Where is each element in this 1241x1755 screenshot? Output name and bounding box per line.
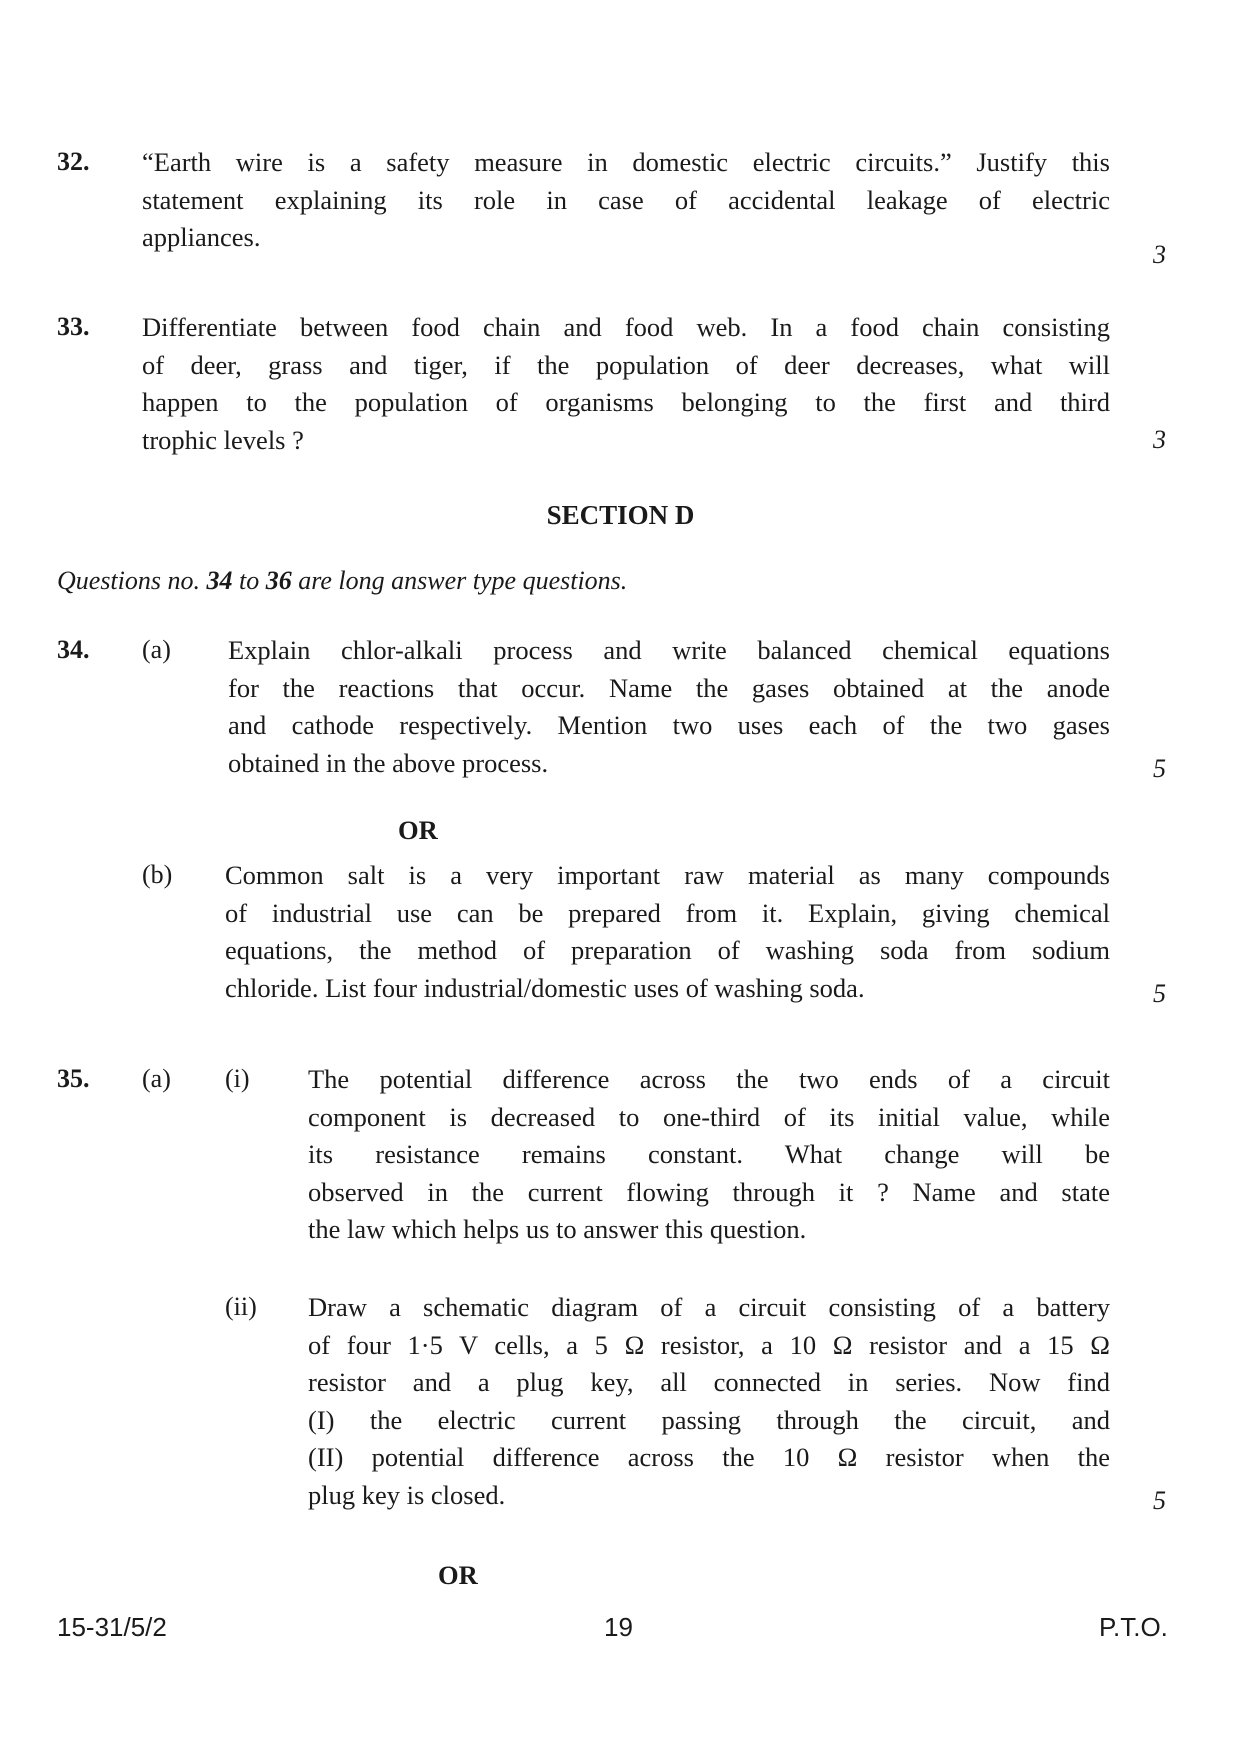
question-34a-text (228, 632, 1110, 782)
question-32-text (142, 144, 1110, 257)
question-line: appliances. (142, 222, 261, 252)
question-line: Common salt is a very important raw material as many compounds (225, 860, 1110, 890)
question-number-32: 32. (57, 147, 90, 176)
question-line: trophic levels ? (142, 424, 304, 455)
section-title: SECTION D (546, 500, 695, 530)
marks-q32: 3 (1153, 240, 1166, 269)
question-line: resistor and a plug key, all connected in series. Now find (308, 1367, 1110, 1397)
page-number: 19 (604, 1612, 633, 1642)
question-34b-text (225, 857, 1110, 1007)
question-line: and cathode respectively. Mention two uses each of the two gases (228, 710, 1110, 740)
question-line: chloride. List four industrial/domestic uses of washing soda. (225, 972, 865, 1003)
or-separator: OR (438, 1560, 478, 1590)
or-separator: OR (398, 815, 438, 845)
question-35ai-text (308, 1061, 1110, 1249)
instruction-text: to (232, 566, 266, 595)
question-35aii-text (308, 1289, 1110, 1514)
question-33-text (142, 309, 1110, 459)
subpart-label-ii: (ii) (225, 1292, 257, 1321)
question-line: statement explaining its role in case of accidental leakage of electric (142, 184, 1110, 215)
instruction-to: 36 (265, 566, 292, 595)
question-line: component is decreased to one-third of its initial value, while (308, 1101, 1110, 1132)
section-instruction (57, 566, 627, 596)
question-line: (II) potential difference across the 10 Ω resistor when the (308, 1442, 1110, 1472)
paper-code: 15-31/5/2 (57, 1612, 167, 1642)
question-line: The potential difference across the two ends of a circuit (308, 1064, 1110, 1094)
pto-label: P.T.O. (1099, 1612, 1168, 1642)
question-number-35: 35. (57, 1064, 90, 1093)
marks-q33: 3 (1153, 425, 1166, 454)
question-line: “Earth wire is a safety measure in domestic electric circuits.” Justify this (142, 147, 1110, 177)
question-line: of industrial use can be prepared from it. Explain, giving chemical (225, 897, 1110, 928)
question-line: (I) the electric current passing through the circuit, and (308, 1404, 1110, 1435)
question-line: of four 1·5 V cells, a 5 Ω resistor, a 10 Ω resistor and a 15 Ω (308, 1329, 1110, 1360)
question-number-33: 33. (57, 312, 90, 341)
instruction-text: Questions no. (57, 566, 207, 595)
question-line: Draw a schematic diagram of a circuit consisting of a battery (308, 1292, 1110, 1322)
question-line: happen to the population of organisms belonging to the first and third (142, 387, 1110, 417)
part-label-b: (b) (142, 860, 173, 889)
question-line: of deer, grass and tiger, if the population of deer decreases, what will (142, 349, 1110, 380)
question-line: Differentiate between food chain and food web. In a food chain consisting (142, 312, 1110, 342)
question-line: observed in the current flowing through it ? Name and state (308, 1176, 1110, 1207)
question-line: Explain chlor-alkali process and write balanced chemical equations (228, 635, 1110, 665)
marks-q35: 5 (1153, 1486, 1166, 1515)
question-line: the law which helps us to answer this question. (308, 1214, 807, 1244)
question-number-34: 34. (57, 635, 90, 664)
question-line: for the reactions that occur. Name the gases obtained at the anode (228, 672, 1110, 703)
question-line: plug key is closed. (308, 1479, 506, 1510)
instruction-from: 34 (206, 566, 233, 595)
marks-q34a: 5 (1153, 754, 1166, 783)
part-label-a: (a) (142, 1064, 171, 1093)
subpart-label-i: (i) (225, 1064, 250, 1093)
question-line: equations, the method of preparation of washing soda from sodium (225, 935, 1110, 965)
instruction-text: are long answer type questions. (291, 566, 628, 595)
question-line: obtained in the above process. (228, 747, 549, 778)
marks-q34b: 5 (1153, 979, 1166, 1008)
question-line: its resistance remains constant. What change will be (308, 1139, 1110, 1169)
part-label-a: (a) (142, 635, 171, 664)
